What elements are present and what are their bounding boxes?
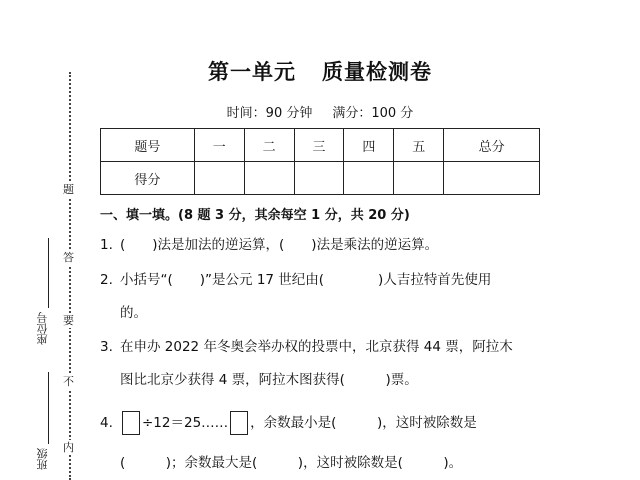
score-entry-cell[interactable] — [394, 162, 444, 195]
question-4-continuation: ( )；余数最大是( )，这时被除数是( )。 — [120, 455, 463, 471]
class-label: 班级 — [36, 448, 49, 470]
question-3 — [100, 337, 513, 357]
seat-number-blank — [48, 238, 49, 308]
table-row — [101, 162, 540, 195]
remainder-answer-box[interactable] — [230, 411, 248, 435]
score-entry-cell[interactable] — [194, 162, 244, 195]
question-number: 4. — [100, 415, 113, 431]
question-2-continuation: 的。 — [120, 305, 147, 321]
title-unit: 第一单元 — [208, 60, 296, 84]
binding-char: 题 — [63, 183, 74, 196]
time-limit: 时间：90 分钟 — [226, 106, 313, 121]
question-number: 1. — [100, 237, 113, 253]
binding-char: 内 — [63, 441, 74, 454]
question-number: 2. — [100, 272, 113, 288]
table-cell: 三 — [294, 129, 344, 162]
question-text: ( )法是加法的逆运算，( )法是乘法的逆运算。 — [120, 237, 439, 253]
score-entry-cell[interactable] — [244, 162, 294, 195]
score-entry-cell[interactable] — [344, 162, 394, 195]
class-blank — [48, 372, 49, 444]
table-cell: 得分 — [101, 162, 195, 195]
dividend-answer-box[interactable] — [122, 411, 140, 435]
section-heading: 一、填一填。(8 题 3 分，其余每空 1 分，共 20 分) — [100, 208, 410, 223]
question-text: 小括号“( )”是公元 17 世纪由( )人吉拉特首先使用 — [120, 272, 492, 288]
binding-dotted-line — [69, 72, 71, 480]
question-1 — [100, 235, 438, 255]
binding-char: 要 — [63, 314, 74, 327]
question-number: 3. — [100, 339, 113, 355]
full-score: 满分：100 分 — [332, 106, 414, 121]
table-cell: 一 — [194, 129, 244, 162]
question-4 — [100, 411, 477, 435]
table-row — [101, 129, 540, 162]
page-title — [0, 56, 640, 86]
table-cell: 四 — [344, 129, 394, 162]
exam-meta — [0, 102, 640, 121]
score-entry-cell[interactable] — [294, 162, 344, 195]
score-entry-cell[interactable] — [444, 162, 540, 195]
table-cell: 题号 — [101, 129, 195, 162]
question-text: 在申办 2022 年冬奥会举办权的投票中，北京获得 44 票，阿拉木 — [120, 339, 513, 355]
table-cell: 五 — [394, 129, 444, 162]
score-table — [100, 128, 540, 195]
question-text: ，余数最小是( )，这时被除数是 — [250, 415, 477, 431]
binding-char: 答 — [63, 251, 74, 264]
table-cell: 二 — [244, 129, 294, 162]
binding-char: 不 — [63, 375, 74, 388]
seat-number-label: 座位号 — [36, 312, 49, 345]
table-cell: 总分 — [444, 129, 540, 162]
title-name: 质量检测卷 — [322, 60, 432, 84]
question-2 — [100, 270, 491, 290]
question-3-continuation: 图比北京少获得 4 票，阿拉木图获得( )票。 — [120, 372, 418, 388]
equation-text: ÷12＝25…… — [142, 415, 229, 431]
